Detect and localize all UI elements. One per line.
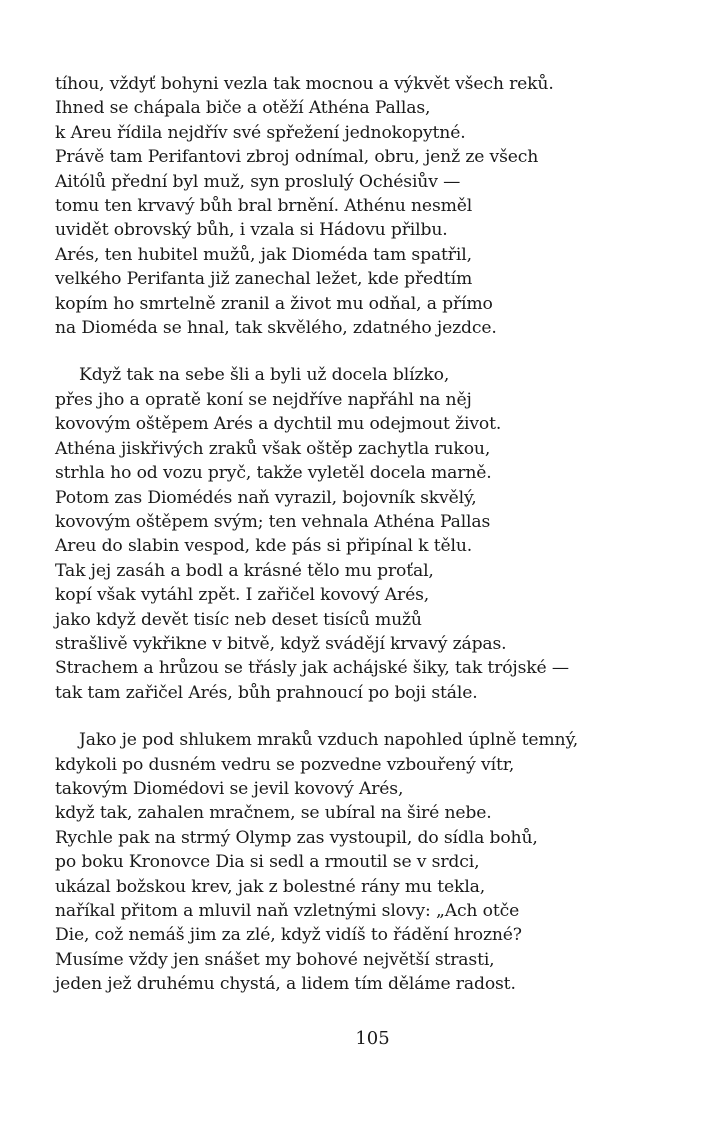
verse-line: jeden jež druhému chystá, a lidem tím děláme radost. (55, 974, 516, 995)
verse-line: přes jho a opratě koní se nejdříve napřáhl na něj (55, 389, 472, 410)
verse-line: Die, což nemáš jim za zlé, když vidíš to řádění hrozné? (55, 925, 522, 946)
verse-line: Musíme vždy jen snášet my bohové největší strasti, (55, 949, 495, 970)
verse-line: Strachem a hrůzou se třásly jak achájské šiky, tak trójské — (55, 658, 569, 679)
page-body (55, 72, 695, 997)
verse-line: kdykoli po dusném vedru se pozvedne vzbouřený vítr, (55, 754, 515, 775)
verse-line: po boku Kronovce Dia si sedl a rmoutil se v srdci, (55, 852, 480, 873)
verse-line: k Areu řídila nejdřív své spřežení jednokopytné. (55, 122, 466, 143)
verse-line: Athéna jiskřivých zraků však oštěp zachytla rukou, (55, 438, 491, 459)
verse-line: Ihned se chápala biče a otěží Athéna Pallas, (55, 98, 431, 119)
verse-line: strhla ho od vozu pryč, takže vyletěl docela marně. (55, 463, 492, 484)
verse-line-first: Když tak na sebe šli a byli už docela blízko, (79, 365, 450, 386)
verse-line: kovovým oštěpem svým; ten vehnala Athéna Pallas (55, 511, 491, 532)
verse-line: uvidět obrovský bůh, i vzala si Hádovu přilbu. (55, 220, 448, 241)
verse-line: Tak jej zasáh a bodl a krásné tělo mu proťal, (55, 560, 434, 581)
verse-line: na Dioméda se hnal, tak skvělého, zdatného jezdce. (55, 318, 497, 339)
page-number: 105 (355, 1028, 390, 1049)
verse-line: kopím ho smrtelně zranil a život mu odňal, a přímo (55, 293, 493, 314)
verse-line: kopí však vytáhl zpět. I zařičel kovový Arés, (55, 585, 430, 606)
verse-line: naříkal přitom a mluvil naň vzletnými slovy: „Ach otče (55, 901, 520, 921)
verse-line: Arés, ten hubitel mužů, jak Dioméda tam spatřil, (55, 244, 472, 265)
verse-line: když tak, zahalen mračnem, se ubíral na širé nebe. (55, 803, 492, 824)
verse-line: Potom zas Diomédés naň vyrazil, bojovník skvělý, (55, 487, 477, 508)
verse-line: tíhou, vždyť bohyni vezla tak mocnou a výkvět všech reků. (55, 74, 554, 94)
verse-line: Aitólů přední byl muž, syn proslulý Ochésiův — (55, 171, 461, 192)
verse-line: tak tam zařičel Arés, bůh prahnoucí po boji stále. (55, 682, 478, 703)
verse-line: Areu do slabin vespod, kde pás si připínal k tělu. (55, 536, 473, 557)
verse-line: strašlivě vykřikne v bitvě, když svádějí krvavý zápas. (55, 633, 507, 654)
stanza-1 (55, 72, 695, 340)
verse-line: ukázal božskou krev, jak z bolestné rány mu tekla, (55, 876, 486, 897)
verse-line: jako když devět tisíc neb deset tisíců mužů (55, 609, 422, 630)
verse-line: Rychle pak na strmý Olymp zas vystoupil, do sídla bohů, (55, 827, 538, 848)
verse-line: velkého Perifanta již zanechal ležet, kde předtím (55, 269, 473, 290)
verse-line: tomu ten krvavý bůh bral brnění. Athénu nesměl (55, 196, 473, 217)
verse-line-first: Jako je pod shlukem mraků vzduch napohled úplně temný, (79, 730, 579, 751)
verse-line: takovým Diomédovi se jevil kovový Arés, (55, 778, 404, 799)
verse-line: kovovým oštěpem Arés a dychtil mu odejmout život. (55, 414, 502, 435)
stanza-3 (55, 728, 695, 996)
stanza-2 (55, 363, 695, 705)
verse-line: Právě tam Perifantovi zbroj odnímal, obru, jenž ze všech (55, 147, 539, 168)
